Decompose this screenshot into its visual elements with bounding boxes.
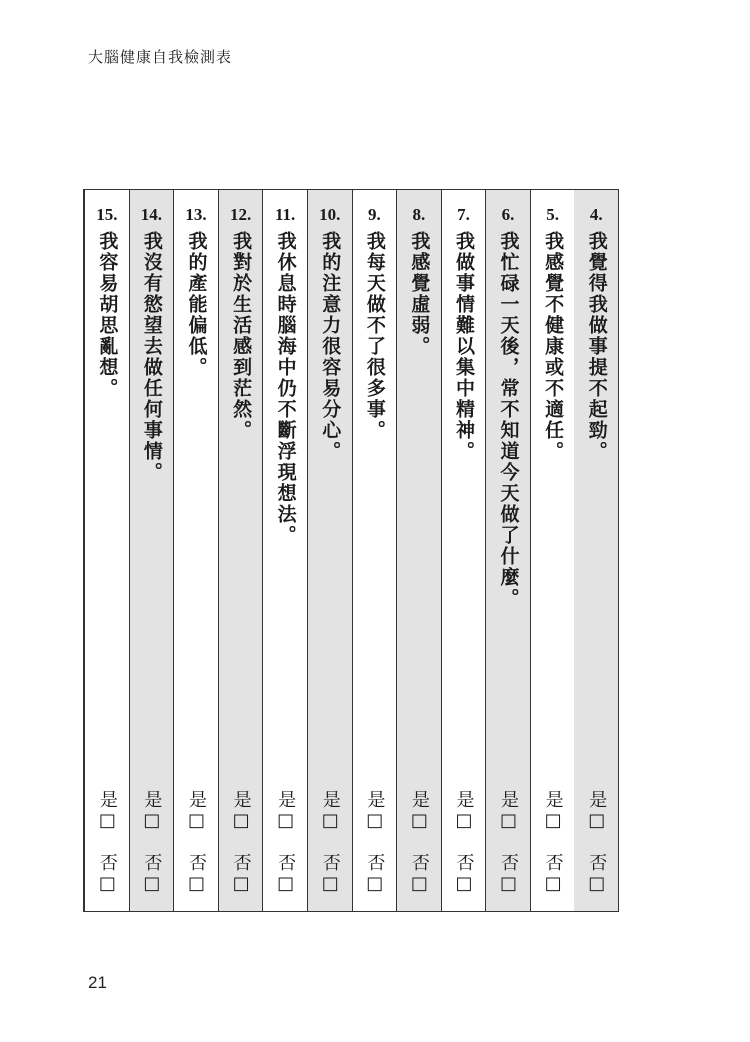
question-text: 我每天做不了很多事。: [363, 231, 386, 441]
question-column: [173, 190, 218, 911]
question-text: 我容易胡思亂想。: [96, 231, 119, 399]
question-number: 4.: [589, 205, 603, 224]
yes-checkbox[interactable]: 是□: [275, 790, 297, 833]
question-column: [441, 190, 486, 911]
question-number: 13.: [185, 205, 207, 224]
yes-checkbox[interactable]: 是□: [230, 790, 252, 833]
no-checkbox[interactable]: 否□: [586, 853, 608, 896]
question-text: 我感覺不健康或不適任。: [542, 231, 565, 462]
question-number: 9.: [367, 205, 381, 224]
question-text: 我忙碌一天後，常不知道今天做了什麼。: [497, 231, 520, 609]
question-column: [218, 190, 263, 911]
no-checkbox[interactable]: 否□: [141, 853, 163, 896]
question-column: [307, 190, 352, 911]
question-column: [352, 190, 397, 911]
yes-checkbox[interactable]: 是□: [498, 790, 520, 833]
question-column: [84, 190, 129, 911]
no-checkbox[interactable]: 否□: [498, 853, 520, 896]
no-checkbox[interactable]: 否□: [230, 853, 252, 896]
yes-checkbox[interactable]: 是□: [364, 790, 386, 833]
answer-options: [263, 790, 307, 896]
question-number: 7.: [457, 205, 470, 224]
question-text: 我沒有慾望去做任何事情。: [140, 231, 163, 483]
question-text: 我休息時腦海中仍不斷浮現想法。: [274, 231, 297, 546]
question-text: 我對於生活感到茫然。: [230, 231, 253, 441]
no-checkbox[interactable]: 否□: [408, 853, 430, 896]
answer-options: [531, 790, 575, 896]
question-number: 12.: [229, 205, 252, 224]
question-text: 我的注意力很容易分心。: [319, 231, 342, 462]
yes-checkbox[interactable]: 是□: [141, 790, 163, 833]
yes-checkbox[interactable]: 是□: [453, 790, 475, 833]
question-column: [574, 190, 618, 911]
question-text: 我的產能偏低。: [185, 231, 208, 378]
no-checkbox[interactable]: 否□: [186, 853, 207, 896]
question-column: [396, 190, 441, 911]
no-checkbox[interactable]: 否□: [96, 853, 118, 896]
no-checkbox[interactable]: 否□: [319, 853, 341, 896]
question-number: 6.: [501, 205, 515, 224]
question-column: [262, 190, 307, 911]
question-text: 我覺得我做事提不起勁。: [585, 231, 608, 462]
question-column: [530, 190, 575, 911]
yes-checkbox[interactable]: 是□: [319, 790, 341, 833]
checklist-table: [83, 189, 619, 912]
answer-options: [85, 790, 129, 896]
no-checkbox[interactable]: 否□: [542, 853, 564, 896]
no-checkbox[interactable]: 否□: [275, 853, 297, 896]
question-number: 11.: [275, 205, 296, 224]
question-number: 8.: [412, 205, 426, 224]
question-number: 10.: [319, 205, 341, 224]
running-header: 大腦健康自我檢測表: [88, 48, 233, 66]
answer-options: [308, 790, 352, 896]
answer-options: [353, 790, 397, 896]
question-text: 我做事情難以集中精神。: [452, 231, 475, 462]
answer-options: [130, 790, 174, 896]
answer-options: [397, 790, 441, 896]
question-number: 5.: [546, 205, 559, 224]
answer-options: [174, 790, 218, 896]
question-text: 我感覺虛弱。: [408, 231, 431, 357]
yes-checkbox[interactable]: 是□: [542, 790, 564, 833]
page-number: 21: [88, 973, 107, 992]
yes-checkbox[interactable]: 是□: [96, 790, 118, 833]
question-column: [485, 190, 530, 911]
question-number: 14.: [140, 205, 163, 224]
answer-options: [442, 790, 486, 896]
no-checkbox[interactable]: 否□: [453, 853, 475, 896]
yes-checkbox[interactable]: 是□: [586, 790, 608, 833]
yes-checkbox[interactable]: 是□: [186, 790, 207, 833]
question-number: 15.: [96, 205, 118, 224]
yes-checkbox[interactable]: 是□: [408, 790, 430, 833]
question-column: [129, 190, 174, 911]
answer-options: [574, 790, 618, 896]
no-checkbox[interactable]: 否□: [364, 853, 386, 896]
answer-options: [219, 790, 263, 896]
answer-options: [486, 790, 530, 896]
